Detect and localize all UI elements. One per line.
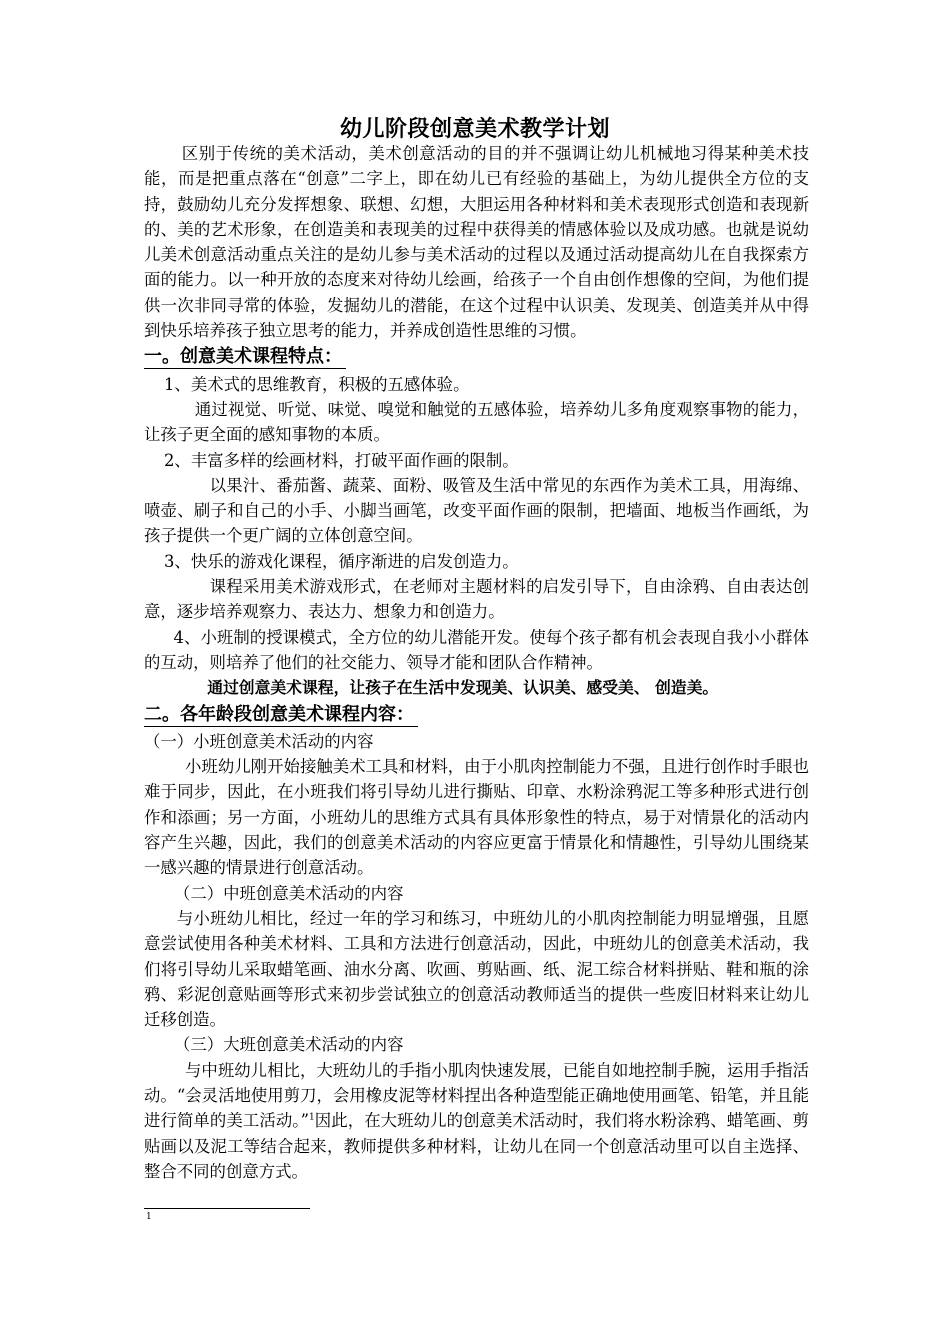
section2-large-body-part-a: 与中班幼儿相比，大班幼儿的手指小肌肉快速发展，已能自如地控制手腕，运用手指活动。“会灵活地使用剪刀，会用橡皮泥等材料捏出各种造型能正确地使用画笔、铅笔，并且能进行简单的美工活动。” <box>144 1060 809 1131</box>
section2-large-body-part-b: 因此，在大班幼儿的创意美术活动时，我们将水粉涂鸦、蜡笔画、剪贴画以及泥工等结合起来，教师提供多种材料，让幼儿在同一个创意活动里可以自主选择、整合不同的创意方式。 <box>144 1111 809 1181</box>
section2-heading-wrap <box>144 702 809 727</box>
section2-small-body: 小班幼儿刚开始接触美术工具和材料，由于小肌肉控制能力不强，且进行创作时手眼也难于同步，因此，在小班我们将引导幼儿进行撕贴、印章、水粉涂鸦泥工等多种形式进行创作和添画；另一方面，小班幼儿的思维方式具有具体形象性的特点，易于对情景化的活动内容产生兴趣，因此，我们的创意美术活动的内容应更富于情景化和情趣性，引导幼儿围绕某一感兴趣的情景进行创意活动。 <box>144 757 809 878</box>
document-title: 幼儿阶段创意美术教学计划 <box>339 117 610 142</box>
section2-large-title: （三）大班创意美术活动的内容 <box>174 1035 404 1055</box>
footnote-separator <box>144 1208 310 1209</box>
section2-middle-body: 与小班幼儿相比，经过一年的学习和练习，中班幼儿的小肌肉控制能力明显增强，且愿意尝试使用各种美术材料、工具和方法进行创意活动，因此，中班幼儿的创意美术活动，我们将引导幼儿采取蜡笔画、油水分离、吹画、剪贴画、纸、泥工综合材料拼贴、鞋和瓶的涂鸦、彩泥创意贴画等形式来初步尝试独立的创意活动教师适当的提供一些废旧材料来让幼儿迁移创造。 <box>144 908 809 1030</box>
section1-heading: 一。创意美术课程特点： <box>144 346 346 369</box>
section1-heading-wrap <box>144 344 809 369</box>
section2-heading: 二。各年龄段创意美术课程内容： <box>144 704 418 727</box>
intro-paragraph: 区别于传统的美术活动，美术创意活动的目的并不强调让幼儿机械地习得某种美术技能，而是把重点落在“创意”二字上，即在幼儿已有经验的基础上，为幼儿提供全方位的支持，鼓励幼儿充分发挥想象、联想、幻想，大胆运用各种材料和美术表现形式创造和表现新的、美的艺术形象，在创造美和表现美的过程中获得美的情感体验以及成功感。也就是说幼儿美术创意活动重点关注的是幼儿参与美术活动的过程以及通过活动提高幼儿在自我探索方面的能力。以一种开放的态度来对待幼儿绘画，给孩子一个自由创作想像的空间，为他们提供一次非同寻常的体验，发掘幼儿的潜能，在这个过程中认识美、发现美、创造美并从中得到快乐培养孩子独立思考的能力，并养成创造性思维的习惯。 <box>144 144 809 341</box>
section2-large-body <box>144 1058 809 1184</box>
section2-middle-title: （二）中班创意美术活动的内容 <box>174 883 404 903</box>
section1-summary: 通过创意美术课程，让孩子在生活中发现美、认识美、感受美、 创造美。 <box>207 678 719 698</box>
section1-item1-body: 通过视觉、听觉、味觉、嗅觉和触觉的五感体验，培养幼儿多角度观察事物的能力，让孩子更全面的感知事物的本质。 <box>144 399 809 445</box>
section1-item3-body: 课程采用美术游戏形式，在老师对主题材料的启发引导下，自由涂鸦、自由表达创意，逐步培养观察力、表达力、想象力和创造力。 <box>144 577 809 622</box>
section1-item1-title: 1、美术式的思维教育，积极的五感体验。 <box>164 374 470 394</box>
footnote-mark: 1 <box>146 1212 152 1222</box>
section1-item2-title: 2、丰富多样的绘画材料，打破平面作画的限制。 <box>164 450 519 470</box>
section1-item4: 4、小班制的授课模式，全方位的幼儿潜能开发。使每个孩子都有机会表现自我小小群体的互动，则培养了他们的社交能力、领导才能和团队合作精神。 <box>144 627 809 672</box>
section1-item3-title: 3、快乐的游戏化课程，循序渐进的启发创造力。 <box>164 551 519 571</box>
section1-item2-body: 以果汁、番茄酱、蔬菜、面粉、吸管及生活中常见的东西作为美术工具，用海绵、喷壶、刷子和自己的小手、小脚当画笔，改变平面作画的限制，把墙面、地板当作画纸，为孩子提供一个更广阔的立体创意空间。 <box>144 475 809 546</box>
footnote-reference: 1 <box>308 1112 315 1123</box>
document-body <box>144 141 809 1184</box>
section2-small-title: （一）小班创意美术活动的内容 <box>144 731 374 751</box>
